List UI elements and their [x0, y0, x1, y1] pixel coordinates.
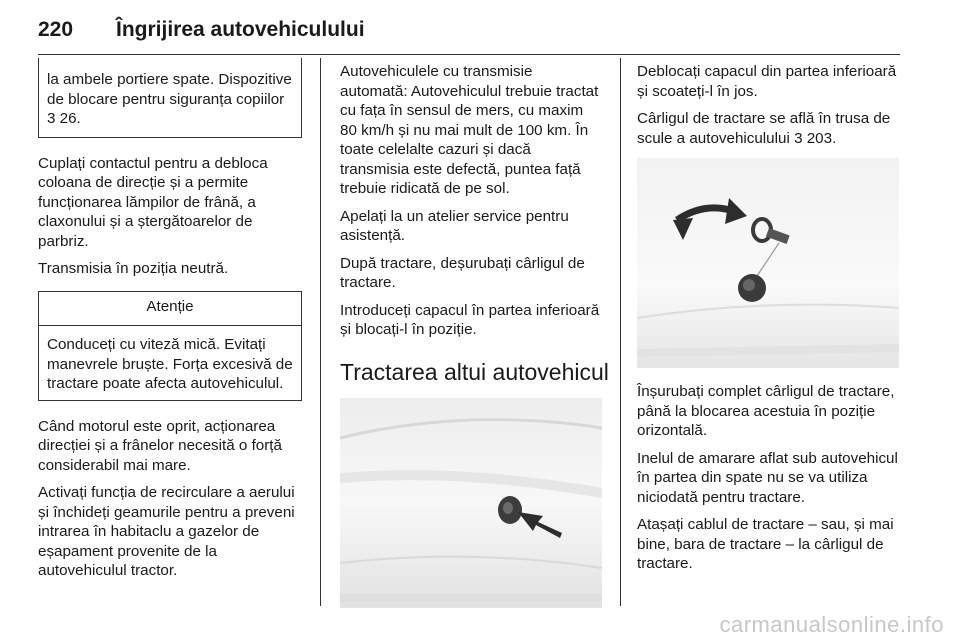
column-1 — [38, 62, 302, 589]
towing-eye-illustration — [637, 158, 899, 368]
note-text: la ambele portiere spate. Dispozitive de blocare pentru siguranța copiilor — [47, 71, 292, 108]
paragraph-engine-off: Când motorul este oprit, acționarea direcției și a frânelor necesită o forță considerabil mai mare. — [38, 417, 282, 474]
bumper-cap-illustration — [340, 398, 602, 608]
header-rule — [38, 54, 900, 55]
paragraph-insert-cap: Introduceți capacul în partea inferioară și blocați-l în poziție. — [340, 301, 600, 338]
continued-note-box — [38, 58, 302, 138]
warning-box — [38, 291, 302, 401]
paragraph-tool-kit — [637, 109, 903, 148]
page-number: 220 — [38, 18, 74, 41]
column-divider-1 — [320, 58, 321, 606]
paragraph-automatic: Autovehiculele cu transmisie automată: Autovehiculul trebuie tractat cu fața în sensul de mers, cu maxim 80 km/h și nu mai mult de 100 km. În toate celelalte cazuri și dacă transmisia este defectă, puntea față trebuie ridicată de pe sol. — [340, 63, 599, 197]
page-reference: 3 203. — [794, 129, 837, 147]
paragraph-unscrew: După tractare, deșurubați cârligul de tractare. — [340, 254, 585, 291]
column-divider-2 — [620, 58, 621, 606]
page-title: Îngrijirea autovehiculului — [116, 18, 365, 41]
paragraph-ignition: Cuplați contactul pentru a debloca coloana de direcție și a permite funcționarea lămpilor de frână, a claxonului și a ștergătoarelor de parbriz. — [38, 154, 268, 250]
tool-kit-text: Cârligul de tractare se află în trusa de scule a autovehiculului — [637, 110, 891, 147]
section-heading: Tractarea altui autovehicul — [340, 358, 609, 385]
paragraph-screw-in: Înșurubați complet cârligul de tractare, până la blocarea acestuia în poziție orizontală. — [637, 383, 895, 439]
paragraph-neutral: Transmisia în poziția neutră. — [38, 260, 229, 277]
watermark: carmanualsonline.info — [719, 612, 944, 637]
paragraph-unlock-cap: Deblocați capacul din partea inferioară și scoateți-l în jos. — [637, 63, 897, 100]
paragraph-recirculation: Activați funcția de recirculare a aerului și închideți geamurile pentru a preveni intrarea în habitaclu a gazelor de eșapament provenite de la autovehiculul tractor. — [38, 484, 295, 579]
page-reference: 3 26. — [47, 110, 81, 127]
column-3 — [637, 62, 903, 582]
paragraph-lashing-ring: Inelul de amarare aflat sub autovehicul în partea din spate nu se va utiliza niciodată pentru tractare. — [637, 449, 898, 506]
column-2 — [340, 62, 609, 608]
warning-text: Conduceți cu viteză mică. Evitați manevrele bruște. Forța excesivă de tractare poate afecta autovehiculul. — [47, 336, 293, 392]
warning-title: Atenție — [39, 292, 301, 327]
paragraph-service: Apelați la un atelier service pentru asistență. — [340, 207, 569, 244]
paragraph-attach-cable: Atașați cablul de tractare – sau, și mai bine, bara de tractare – la cârligul de tractare. — [637, 516, 894, 572]
